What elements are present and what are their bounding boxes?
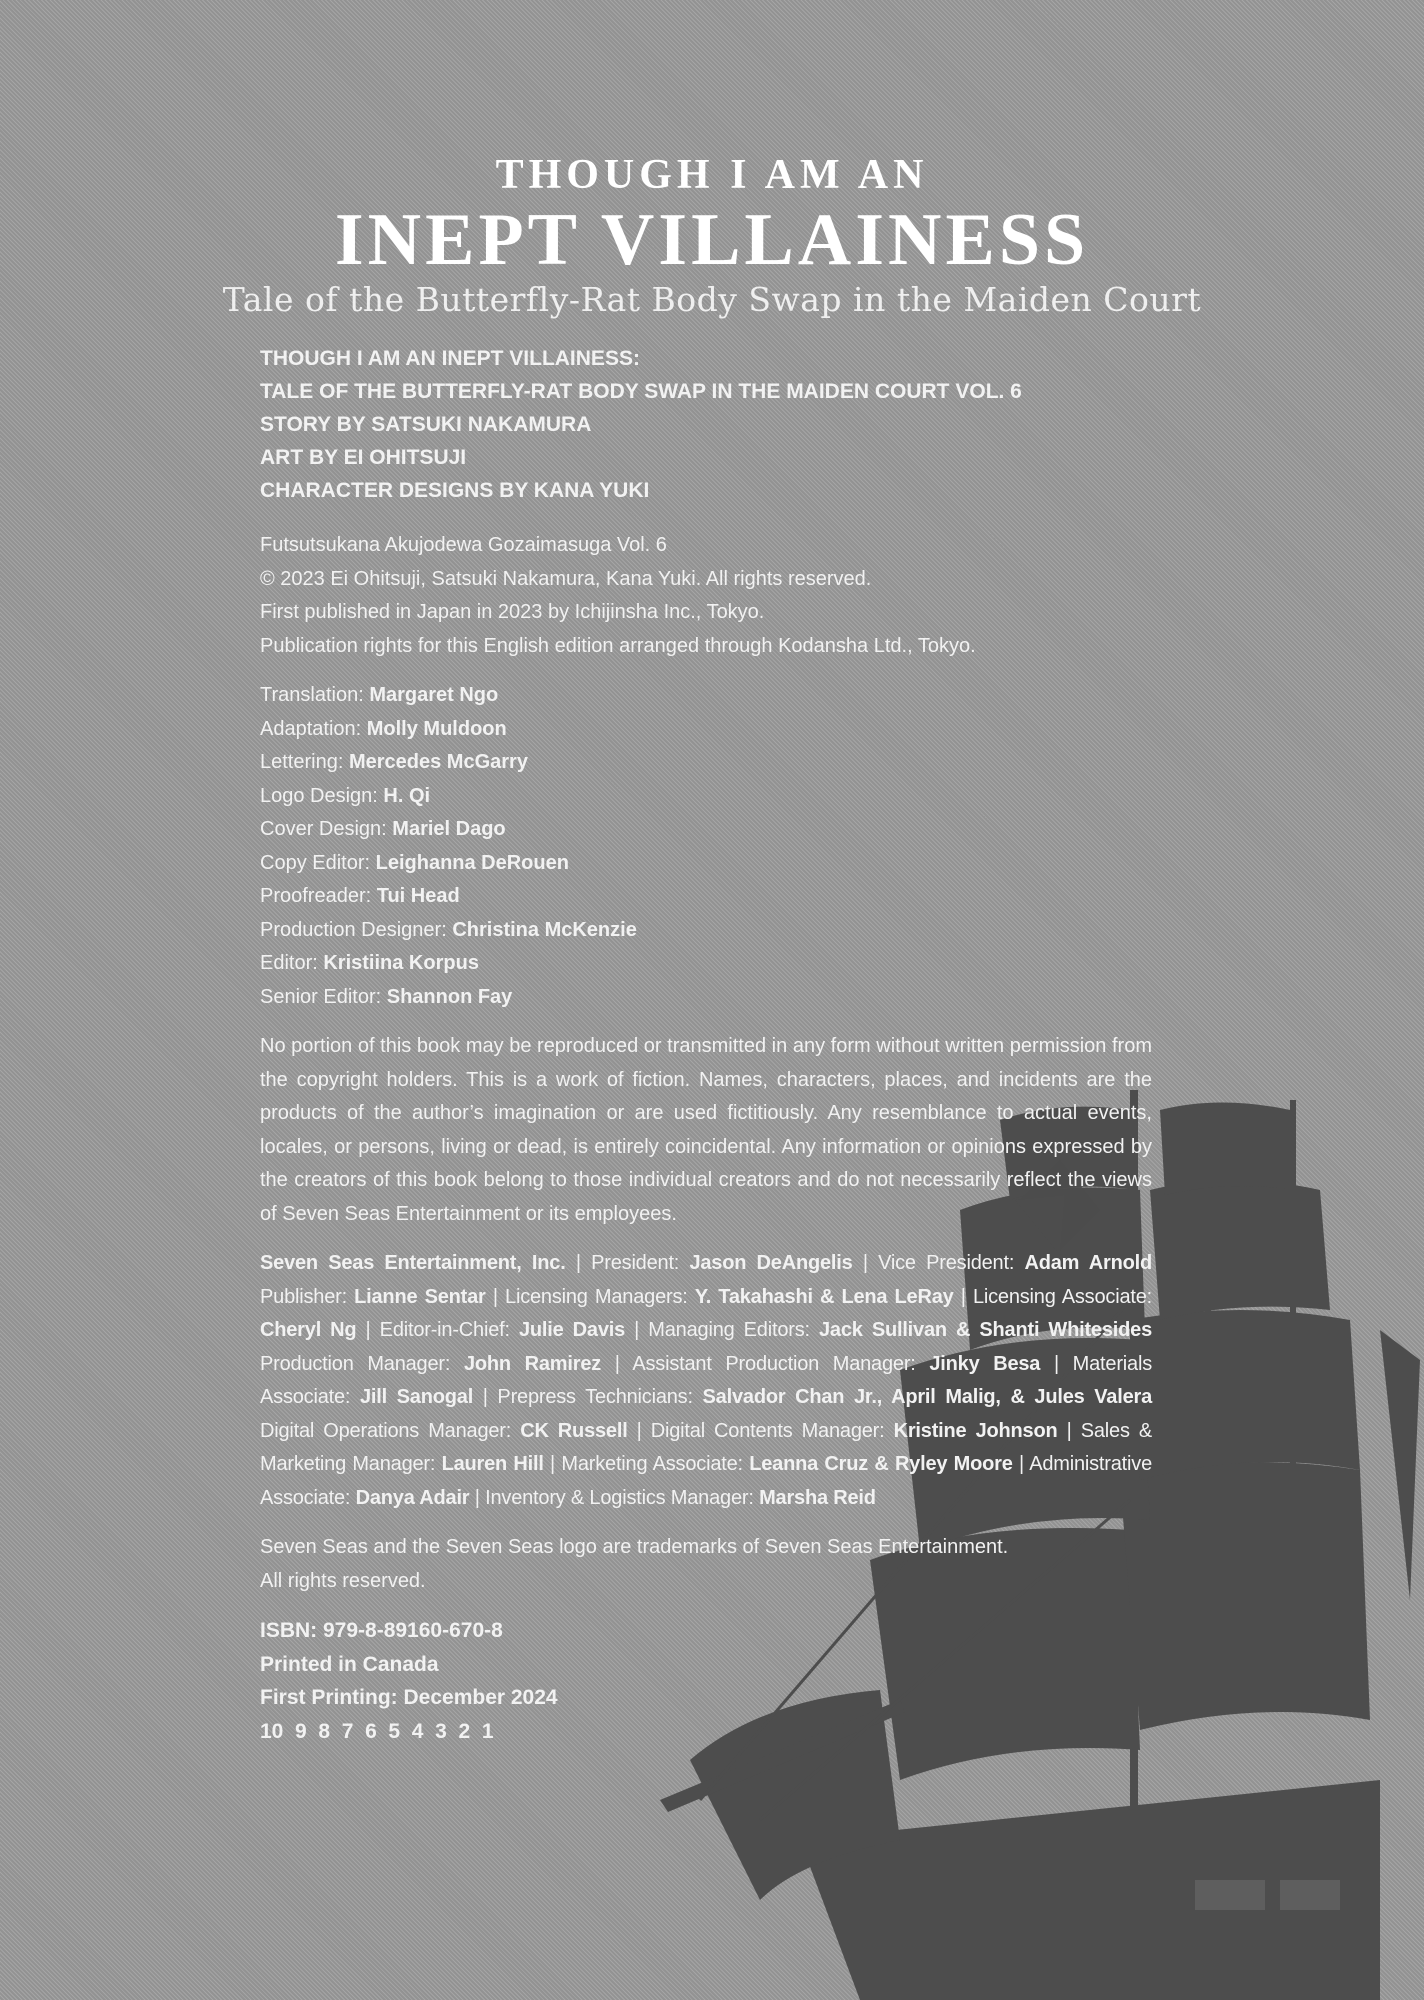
copyright-page-content bbox=[260, 342, 1152, 1748]
staff-role: | Digital Contents Manager: bbox=[627, 1419, 894, 1442]
staff-role: | Materials Associate: bbox=[260, 1352, 1152, 1408]
credit-name: Christina McKenzie bbox=[452, 918, 637, 941]
credit-name: Leighanna DeRouen bbox=[375, 851, 569, 874]
credit-name: Kristiina Korpus bbox=[323, 952, 479, 974]
copyright-line: © 2023 Ei Ohitsuji, Satsuki Nakamura, Kana Yuki. All rights reserved. bbox=[260, 567, 872, 590]
staff-name: John Ramirez bbox=[463, 1352, 602, 1375]
credit-role: Production Designer: bbox=[260, 918, 453, 941]
title-line: STORY BY SATSUKI NAKAMURA bbox=[260, 413, 592, 436]
legal-disclaimer: No portion of this book may be reproduced or transmitted in any form without written permission from the copyright holders. This is a work of fiction. Names, characters, places, and incidents are the products of the author’s imagination or are used fictitiously. Any resemblance to actual events, locales, or persons, living or dead, is entirely coincidental. Any information or opinions expressed by the creators of this book belong to those individual creators and do not necessarily reflect the views of Seven Seas Entertainment or its employees. bbox=[260, 1035, 1152, 1225]
staff-name: Kristine Johnson bbox=[893, 1419, 1058, 1442]
credit-role: Senior Editor: bbox=[260, 985, 387, 1008]
title-block bbox=[260, 342, 1152, 507]
staff-role: | Administrative Associate: bbox=[260, 1453, 1152, 1509]
credit-name: Mercedes McGarry bbox=[348, 751, 528, 773]
staff-role: Digital Operations Manager: bbox=[260, 1419, 521, 1442]
isbn: ISBN: 979-8-89160-670-8 bbox=[260, 1619, 503, 1642]
credit-role: Lettering: bbox=[260, 751, 349, 773]
staff-role: | Inventory & Logistics Manager: bbox=[469, 1486, 760, 1509]
credit-row bbox=[260, 746, 1152, 780]
staff-name: Salvador Chan Jr., April Malig, & Jules Valera bbox=[702, 1386, 1152, 1408]
title-line: CHARACTER DESIGNS BY KANA YUKI bbox=[260, 479, 650, 502]
series-logo bbox=[0, 150, 1424, 320]
logo-line-1: THOUGH I AM AN bbox=[495, 152, 929, 198]
staff-role: | Marketing Associate: bbox=[543, 1453, 750, 1475]
copyright-notice bbox=[260, 529, 1152, 663]
staff-name: Jack Sullivan & Shanti Whitesides bbox=[819, 1319, 1152, 1341]
credit-row bbox=[260, 713, 1152, 747]
credit-row bbox=[260, 880, 1152, 914]
staff-role: | President: bbox=[565, 1252, 690, 1274]
copyright-line: First published in Japan in 2023 by Ichijinsha Inc., Tokyo. bbox=[260, 601, 765, 623]
logo-subtitle: Tale of the Butterfly-Rat Body Swap in the Maiden Court bbox=[222, 280, 1202, 319]
printing-info bbox=[260, 1614, 1152, 1748]
credit-role: Copy Editor: bbox=[260, 851, 376, 874]
staff-name: Leanna Cruz & Ryley Moore bbox=[749, 1453, 1013, 1475]
staff-name: Jill Sanogal bbox=[359, 1386, 474, 1408]
staff-name: Lauren Hill bbox=[441, 1453, 544, 1475]
trademark-notice bbox=[260, 1531, 1152, 1598]
credit-name: Shannon Fay bbox=[386, 985, 513, 1008]
staff-role: | Prepress Technicians: bbox=[473, 1386, 703, 1408]
credit-row bbox=[260, 813, 1152, 847]
title-line: THOUGH I AM AN INEPT VILLAINESS: bbox=[260, 347, 640, 370]
credit-role: Cover Design: bbox=[260, 818, 393, 840]
staff-role: | Licensing Managers: bbox=[485, 1285, 695, 1308]
staff-name: Jason DeAngelis bbox=[689, 1252, 853, 1274]
staff-role: | Vice President: bbox=[852, 1252, 1025, 1274]
staff-name: Adam Arnold bbox=[1024, 1252, 1153, 1274]
staff-role: | Licensing Associate: bbox=[953, 1285, 1153, 1308]
title-line: TALE OF THE BUTTERFLY-RAT BODY SWAP IN THE MAIDEN COURT VOL. 6 bbox=[260, 380, 1022, 403]
credit-name: Mariel Dago bbox=[392, 818, 506, 840]
credit-name: Tui Head bbox=[376, 885, 460, 907]
trademark-line: Seven Seas and the Seven Seas logo are trademarks of Seven Seas Entertainment. bbox=[260, 1536, 1009, 1558]
staff-role: | Editor-in-Chief: bbox=[356, 1319, 519, 1341]
logo-line-2: INEPT VILLAINESS bbox=[334, 199, 1090, 281]
credit-name: Molly Muldoon bbox=[366, 717, 507, 740]
printing-numbers: 10 9 8 7 6 5 4 3 2 1 bbox=[260, 1719, 494, 1743]
credit-role: Editor: bbox=[260, 952, 324, 974]
credit-row bbox=[260, 947, 1152, 981]
staff-role: Publisher: bbox=[260, 1285, 355, 1308]
credit-row bbox=[260, 679, 1152, 713]
credit-name: H. Qi bbox=[383, 784, 431, 807]
trademark-line: All rights reserved. bbox=[260, 1569, 426, 1592]
credit-row bbox=[260, 981, 1152, 1015]
staff-role: | Assistant Production Manager: bbox=[601, 1352, 930, 1375]
staff-role: | Managing Editors: bbox=[625, 1319, 819, 1341]
credit-name: Margaret Ngo bbox=[369, 684, 499, 706]
staff-name: Jinky Besa bbox=[929, 1352, 1041, 1375]
staff-name: Seven Seas Entertainment, Inc. bbox=[260, 1252, 566, 1274]
credit-role: Translation: bbox=[260, 684, 370, 706]
credit-row bbox=[260, 780, 1152, 814]
credit-role: Proofreader: bbox=[260, 885, 377, 907]
staff-name: Julie Davis bbox=[518, 1319, 626, 1341]
staff-name: Cheryl Ng bbox=[260, 1319, 357, 1341]
copyright-line: Futsutsukana Akujodewa Gozaimasuga Vol. 6 bbox=[260, 534, 667, 556]
credits-list bbox=[260, 679, 1152, 1014]
credit-row bbox=[260, 914, 1152, 948]
staff-name: Y. Takahashi & Lena LeRay bbox=[694, 1285, 954, 1308]
copyright-line: Publication rights for this English edition arranged through Kodansha Ltd., Tokyo. bbox=[260, 634, 976, 657]
credit-role: Logo Design: bbox=[260, 784, 384, 807]
printed-location: Printed in Canada bbox=[260, 1652, 439, 1676]
title-line: ART BY EI OHITSUJI bbox=[260, 446, 467, 469]
staff-role: Production Manager: bbox=[260, 1352, 464, 1375]
staff-name: Danya Adair bbox=[355, 1486, 470, 1509]
publisher-staff-list bbox=[260, 1247, 1152, 1515]
staff-role: | Sales & Marketing Manager: bbox=[260, 1419, 1152, 1475]
first-printing: First Printing: December 2024 bbox=[260, 1686, 558, 1709]
credit-role: Adaptation: bbox=[260, 717, 367, 740]
staff-name: Lianne Sentar bbox=[354, 1285, 486, 1308]
credit-row bbox=[260, 847, 1152, 881]
staff-name: CK Russell bbox=[520, 1419, 628, 1442]
staff-name: Marsha Reid bbox=[759, 1486, 876, 1509]
